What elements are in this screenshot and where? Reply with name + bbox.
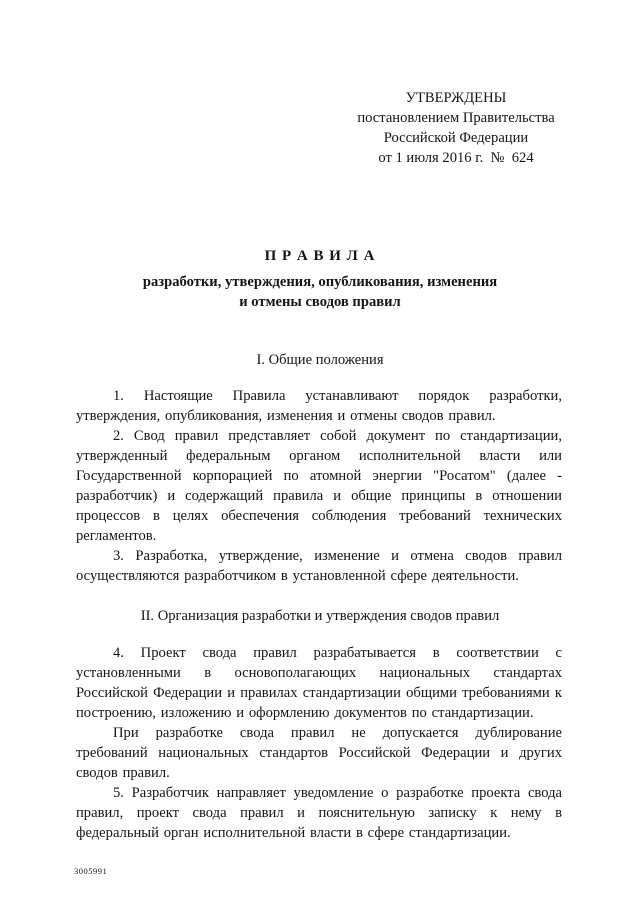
section-1-body — [0, 386, 640, 586]
approval-line-date-number: от 1 июля 2016 г. № 624 — [378, 150, 534, 166]
paragraph-3: 3. Разработка, утверждение, изменение и отмена сводов правил осуществляются разработчиком в установленной сфере деятельности. — [76, 548, 562, 584]
approval-line-decree: постановлением Правительства — [357, 110, 555, 126]
section-1-heading: I. Общие положения — [256, 352, 384, 368]
approval-block — [350, 88, 562, 168]
section-2-heading: II. Организация разработки и утверждения сводов правил — [140, 608, 500, 624]
section-2-body — [0, 643, 640, 843]
document-subtitle — [0, 272, 640, 312]
subtitle-line-1: разработки, утверждения, опубликования, изменения — [142, 274, 498, 290]
paragraph-2: 2. Свод правил представляет собой документ по стандартизации, утвержденный федеральным органом исполнительной власти или Государственной корпорацией по атомной энергии "Росатом" (далее - разработчик) и содержащий правила и общие принципы в отношении процессов в целях обеспечения соблюдения требований технических регламентов. — [76, 428, 562, 544]
paragraph-4: 4. Проект свода правил разрабатывается в соответствии с установленными в основополагающих национальных стандартах Российской Федерации и правилах стандартизации общими требованиями к построению, изложению и оформлению документов по стандартизации. — [76, 645, 562, 721]
paragraph-5: 5. Разработчик направляет уведомление о разработке проекта свода правил, проект свода правил и пояснительную записку к нему в федеральный орган исполнительной власти в сфере стандартизации. — [76, 785, 562, 841]
document-title: П Р А В И Л А — [264, 248, 376, 264]
paragraph-1: 1. Настоящие Правила устанавливают порядок разработки, утверждения, опубликования, изменения и отмены сводов правил. — [76, 388, 562, 424]
paragraph-4-continued: При разработке свода правил не допускается дублирование требований национальных стандартов Российской Федерации и других сводов правил. — [76, 725, 562, 781]
footer-code: 3005991 — [74, 866, 108, 876]
approval-line-federation: Российской Федерации — [383, 130, 529, 146]
approval-line-approved: УТВЕРЖДЕНЫ — [405, 90, 507, 106]
subtitle-line-2: и отмены сводов правил — [239, 294, 401, 310]
